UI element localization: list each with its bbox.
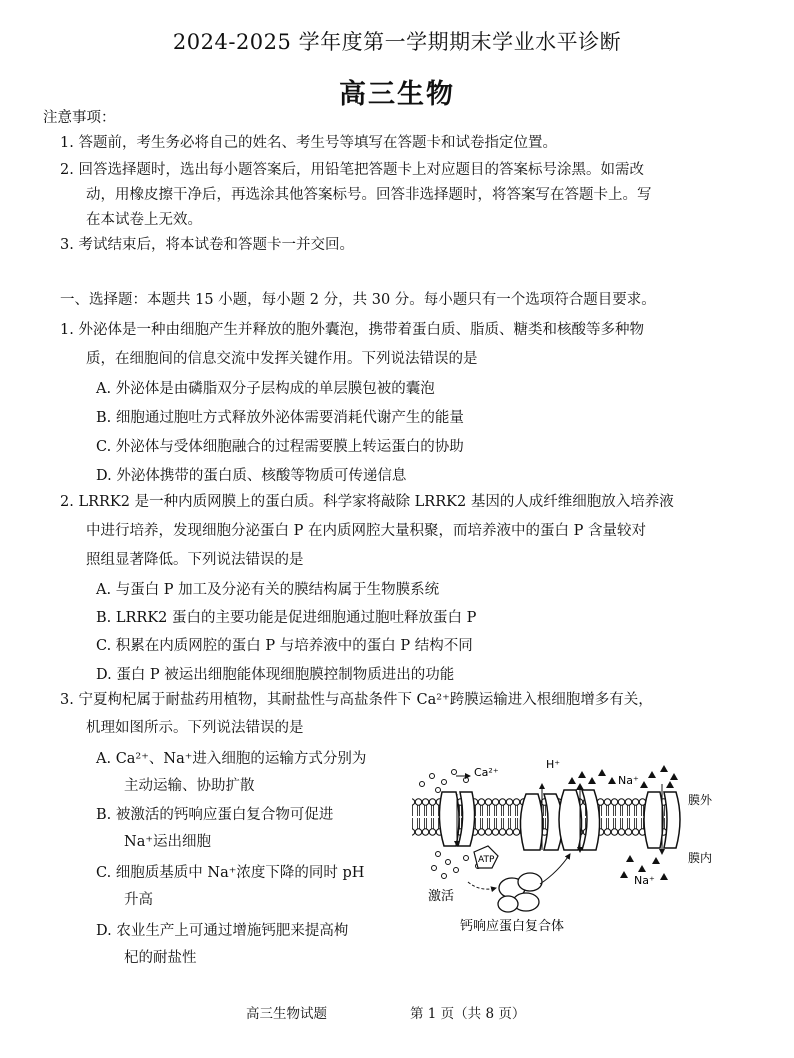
question-2-stem: 照组显著降低。下列说法错误的是: [86, 552, 304, 568]
membrane-transport-figure: [408, 754, 733, 939]
section-heading: 一、选择题：本题共 15 小题，每小题 2 分，共 30 分。每小题只有一个选项符合题目要求。: [60, 292, 656, 308]
question-3-option-a-cont: 主动运输、协助扩散: [124, 778, 255, 794]
notice-item: 1. 答题前，考生务必将自己的姓名、考生号等填写在答题卡和试卷指定位置。: [60, 135, 557, 151]
question-2-option-b: B. LRRK2 蛋白的主要功能是促进细胞通过胞吐释放蛋白 P: [96, 610, 477, 626]
notice-item: 在本试卷上无效。: [86, 212, 202, 228]
notice-item: 动，用橡皮擦干净后，再选涂其他答案标号。回答非选择题时，将答案写在答题卡上。写: [86, 187, 652, 203]
question-1-option-b: B. 细胞通过胞吐方式释放外泌体需要消耗代谢产生的能量: [96, 410, 464, 426]
label-membrane-inside: 膜内: [688, 851, 713, 865]
footer-page-number: 第 1 页（共 8 页）: [410, 1006, 526, 1022]
label-sodium-outside: Na⁺: [618, 774, 639, 787]
label-complex: 钙响应蛋白复合体: [460, 919, 565, 934]
question-2-option-c: C. 积累在内质网腔的蛋白 P 与培养液中的蛋白 P 结构不同: [96, 638, 473, 654]
label-proton: H⁺: [546, 758, 561, 771]
question-1-option-a: A. 外泌体是由磷脂双分子层构成的单层膜包被的囊泡: [96, 381, 435, 397]
question-3-option-c: C. 细胞质基质中 Na⁺浓度下降的同时 pH: [96, 865, 365, 881]
question-3-option-b: B. 被激活的钙响应蛋白复合物可促进: [96, 807, 334, 823]
question-3-stem: 机理如图所示。下列说法错误的是: [86, 720, 304, 736]
question-3-stem: 3. 宁夏枸杞属于耐盐药用植物，其耐盐性与高盐条件下 Ca²⁺跨膜运输进入根细胞增多有关，: [60, 692, 653, 708]
question-2-option-d: D. 蛋白 P 被运出细胞能体现细胞膜控制物质进出的功能: [96, 667, 455, 683]
question-1-stem: 1. 外泌体是一种由细胞产生并释放的胞外囊泡，携带着蛋白质、脂质、糖类和核酸等多种物: [60, 322, 644, 338]
question-3-option-d-cont: 杞的耐盐性: [124, 950, 197, 966]
question-2-option-a: A. 与蛋白 P 加工及分泌有关的膜结构属于生物膜系统: [96, 582, 440, 598]
notice-item: 2. 回答选择题时，选出每小题答案后，用铅笔把答题卡上对应题目的答案标号涂黑。如需改: [60, 162, 644, 178]
exam-title: 2024-2025 学年度第一学期期末学业水平诊断: [172, 30, 622, 54]
sodium-antiporter-protein: [559, 790, 600, 850]
question-1-option-d: D. 外泌体携带的蛋白质、核酸等物质可传递信息: [96, 468, 407, 484]
question-3-option-a: A. Ca²⁺、Na⁺进入细胞的运输方式分别为: [96, 751, 367, 767]
label-sodium-inside: Na⁺: [634, 874, 655, 887]
footer-subject: 高三生物试题: [246, 1006, 327, 1022]
question-1-stem: 质，在细胞间的信息交流中发挥关键作用。下列说法错误的是: [86, 351, 478, 367]
notice-heading: 注意事项：: [43, 110, 116, 126]
notice-item: 3. 考试结束后，将本试卷和答题卡一并交回。: [60, 237, 354, 253]
label-activate: 激活: [428, 889, 455, 904]
question-3-option-d: D. 农业生产上可通过增施钙肥来提高枸: [96, 923, 349, 939]
calcium-response-complex: [498, 873, 542, 912]
question-3-option-c-cont: 升高: [124, 892, 153, 908]
question-3-option-b-cont: Na⁺运出细胞: [124, 834, 211, 850]
question-2-stem: 2. LRRK2 是一种内质网膜上的蛋白质。科学家将敲除 LRRK2 基因的人成纤维细胞放入培养液: [60, 494, 674, 510]
atp-symbol: [474, 846, 498, 868]
label-calcium: Ca²⁺: [474, 766, 499, 779]
exam-subject: 高三生物: [339, 79, 455, 110]
label-membrane-outside: 膜外: [688, 793, 713, 807]
question-2-stem: 中进行培养，发现细胞分泌蛋白 P 在内质网腔大量积聚，而培养液中的蛋白 P 含量较对: [86, 523, 646, 539]
question-1-option-c: C. 外泌体与受体细胞融合的过程需要膜上转运蛋白的协助: [96, 439, 464, 455]
label-atp: ATP: [478, 855, 495, 865]
